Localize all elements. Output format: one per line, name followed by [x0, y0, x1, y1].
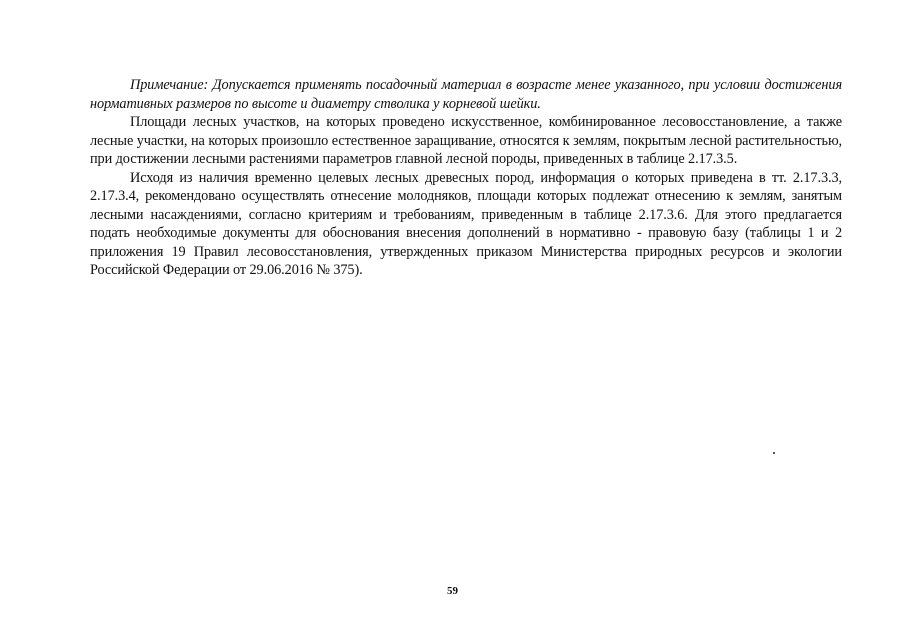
scan-speck: [773, 452, 775, 454]
page-number: 59: [447, 585, 458, 597]
paragraph-forest-areas: Площади лесных участков, на которых проведено искусственное, комбинированное лесовосстановление, а также лесные участки, на которых произошло естественное заращивание, относятся к землям, покрытым лесной растительностью, при достижении лесными растениями параметров главной лесной породы, приведенных в таблице 2.17.3.5.: [90, 114, 842, 167]
body-text: [90, 76, 842, 280]
note-paragraph: Примечание: Допускается применять посадочный материал в возрасте менее указанного, при условии достижения нормативных размеров по высоте и диаметру стволика у корневой шейки.: [90, 77, 842, 112]
paragraph-recommendation: Исходя из наличия временно целевых лесных древесных пород, информация о которых приведена в тт. 2.17.3.3, 2.17.3.4, рекомендовано осуществлять отнесение молодняков, площади которых подлежат отнесению к землям, занятым лесными насаждениями, согласно критериям и требованиям, приведенным в таблице 2.17.3.6. Для этого предлагается подать необходимые документы для обоснования внесения дополнений в нормативно - правовую базу (таблицы 1 и 2 приложения 19 Правил лесовосстановления, утвержденных приказом Министерства природных ресурсов и экологии Российской Федерации от 29.06.2016 № 375).: [90, 169, 842, 278]
